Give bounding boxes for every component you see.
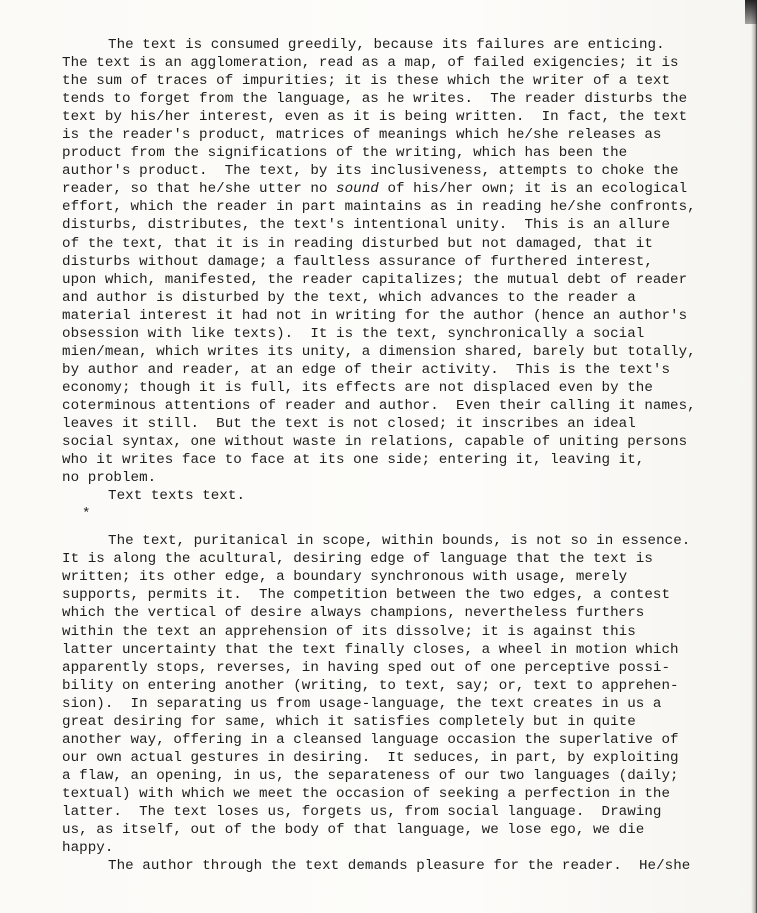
text-line: great desiring for same, which it satisfies completely but in quite [62,713,636,730]
text-line: a flaw, an opening, in us, the separateness of our two languages (daily; [62,767,679,784]
text-line: no problem. [62,470,157,487]
text-line: material interest it had not in writing for the author (hence an author's [62,307,688,324]
text-line: who it writes face to face at its one side; entering it, leaving it, [62,452,645,469]
text-line: product from the significations of the writing, which has been the [62,145,628,162]
text-line: social syntax, one without waste in relations, capable of uniting persons [62,434,688,451]
text-line: our own actual gestures in desiring. It seduces, in part, by exploiting [62,749,679,766]
text-line: effort, which the reader in part maintains as in reading he/she confronts, [62,199,696,216]
paragraph-2 [62,532,752,857]
text-line: us, as itself, out of the body of that language, we lose ego, we die [62,822,645,839]
text-line: which the vertical of desire always champions, nevertheless furthers [62,605,645,622]
document-body [62,36,752,875]
text-line: apparently stops, reverses, in having sped out of one perceptive possi- [62,659,671,676]
text-line: latter uncertainty that the text finally closes, a wheel in motion which [62,641,679,658]
paragraph-3-start: The author through the text demands pleasure for the reader. He/she [108,858,691,875]
text-line: supports, permits it. The competition between the two edges, a contest [62,587,671,604]
text-line: mien/mean, which writes its unity, a dimension shared, barely but totally, [62,343,696,360]
text-line: economy; though it is full, its effects are not displaced even by the [62,379,653,396]
italic-word: sound [336,181,379,198]
text-line: disturbs, distributes, the text's intentional unity. This is an allure [62,217,671,234]
text-line: of the text, that it is in reading disturbed but not damaged, that it [62,235,653,252]
text-line: bility on entering another (writing, to text, say; or, text to apprehen- [62,677,679,694]
paragraph-1 [62,36,752,487]
text-line: The text is consumed greedily, because its failures are enticing. [108,37,665,53]
spacer [62,523,752,532]
text-line: tends to forget from the language, as he writes. The reader disturbs the [62,91,688,108]
text-line: text by his/her interest, even as it is being written. In fact, the text [62,109,688,126]
text-line: coterminous attentions of reader and author. Even their calling it names, [62,397,696,414]
text-line: and author is disturbed by the text, which advances to the reader a [62,289,636,306]
text-line: within the text an apprehension of its dissolve; it is against this [62,623,636,640]
text-line: by author and reader, at an edge of their activity. This is the text's [62,361,671,378]
text-line: the sum of traces of impurities; it is these which the writer of a text [62,73,671,90]
text-line: leaves it still. But the text is not closed; it inscribes an ideal [62,415,636,432]
text-line: another way, offering in a cleansed language occasion the superlative of [62,731,679,748]
text-line: upon which, manifested, the reader capitalizes; the mutual debt of reader [62,271,688,288]
text-line: sion). In separating us from usage-language, the text creates in us a [62,695,662,712]
page-corner-shadow [745,0,757,24]
text-line: author's product. The text, by its inclusiveness, attempts to choke the [62,163,679,180]
text-line: is the reader's product, matrices of meanings which he/she releases as [62,127,662,144]
text-line-with-italic: reader, so that he/she utter no sound of his/her own; it is an ecological [62,181,688,198]
text-line: The text is an agglomeration, read as a map, of failed exigencies; it is [62,55,679,72]
text-line: disturbs without damage; a faultless assurance of furthered interest, [62,253,653,270]
page-edge-shadow [751,0,757,913]
tagline: Text texts text. [108,488,246,505]
text-line: happy. [62,840,114,857]
text-line: textual) with which we meet the occasion of seeking a perfection in the [62,785,671,802]
section-separator: * [82,506,91,523]
text-line: written; its other edge, a boundary synchronous with usage, merely [62,569,628,586]
text-line: The text, puritanical in scope, within bounds, is not so in essence. [108,533,691,550]
text-line: latter. The text loses us, forgets us, from social language. Drawing [62,803,662,820]
text-line: It is along the acultural, desiring edge of language that the text is [62,551,653,568]
text-line: obsession with like texts). It is the text, synchronically a social [62,325,645,342]
